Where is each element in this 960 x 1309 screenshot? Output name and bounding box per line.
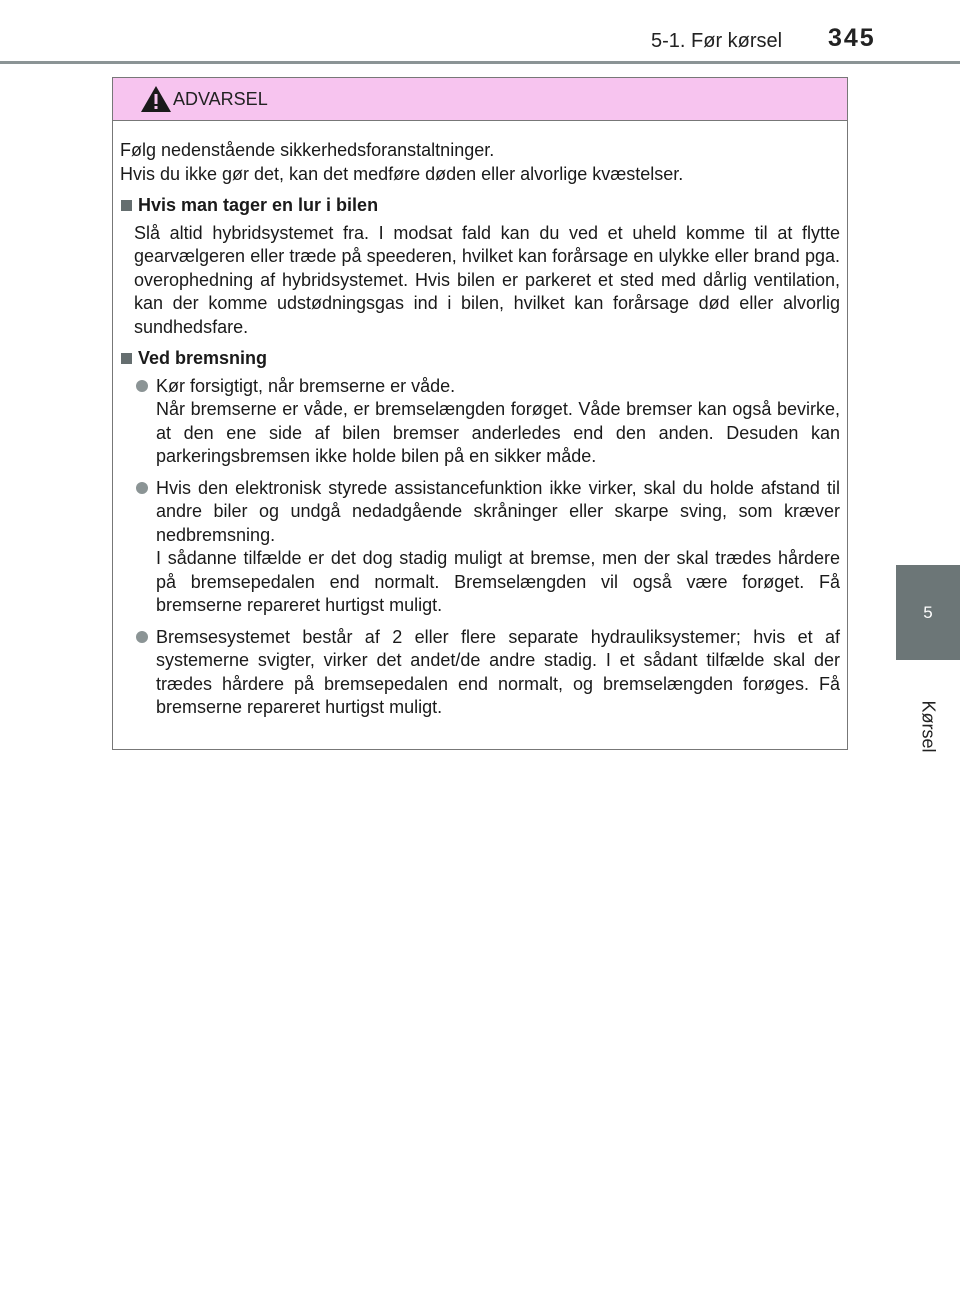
- chapter-tab-number: 5: [896, 565, 960, 660]
- section-nap: [120, 194, 840, 339]
- bullet-paragraph: Når bremserne er våde, er bremselængden forøget. Våde bremser kan også bevirke, at den ene side af bilen bremser anderledes end den anden. Desuden kan parkeringsbremsen ikke holde bilen på en sikker måde.: [156, 399, 840, 466]
- list-item: [120, 375, 840, 469]
- warning-body: [113, 121, 847, 720]
- section-heading-text: Hvis man tager en lur i bilen: [138, 195, 379, 215]
- header-section-title: 5-1. Før kørsel: [651, 30, 783, 52]
- intro-line: Hvis du ikke gør det, kan det medføre døden eller alvorlige kvæstelser.: [120, 163, 684, 184]
- warning-box: [112, 77, 848, 750]
- chapter-tab-label: [896, 666, 960, 786]
- circle-bullet-icon: [136, 482, 148, 494]
- section-heading: [120, 194, 840, 218]
- page-number: 345: [828, 24, 876, 52]
- square-bullet-icon: [121, 353, 132, 364]
- chapter-tab-title: Kørsel: [918, 699, 939, 753]
- bullet-paragraph: Hvis den elektronisk styrede assistancefunktion ikke virker, skal du holde afstand til andre biler og undgå nedadgående skråninger eller skarpe sving, som kræver nedbremsning.: [156, 477, 840, 545]
- section-heading: [120, 347, 840, 371]
- section-heading-text: Ved bremsning: [138, 348, 268, 368]
- warning-intro: [120, 139, 840, 186]
- square-bullet-icon: [121, 200, 132, 211]
- warning-header: [113, 78, 847, 121]
- header-rule: [0, 61, 960, 64]
- warning-title: ADVARSEL: [173, 89, 268, 109]
- section-braking: [120, 347, 840, 720]
- list-item: [120, 477, 840, 618]
- list-item: [120, 626, 840, 720]
- bullet-paragraph: Kør forsigtigt, når bremserne er våde.: [156, 375, 456, 396]
- bullet-paragraph: I sådanne tilfælde er det dog stadig muligt at bremse, men der skal trædes hårdere på bremsepedalen end normalt. Bremselængden vil også være forøget. Få bremserne repareret hurtigst muligt.: [156, 548, 840, 615]
- bullet-list: [120, 375, 840, 720]
- circle-bullet-icon: [136, 380, 148, 392]
- bullet-paragraph: Bremsesystemet består af 2 eller flere separate hydrauliksystemer; hvis et af systemerne svigter, virker det andet/de andre stadig. I et sådant tilfælde skal der trædes hårdere på bremsepedalen end normalt, og bremselængden forøges. Få bremserne repareret hurtigst muligt.: [156, 626, 840, 717]
- warning-triangle-icon: [140, 85, 172, 113]
- section-text: Slå altid hybridsystemet fra. I modsat fald kan du ved et uheld komme til at flytte gearvælgeren eller træde på speederen, hvilket kan forårsage en ulykke eller brand pga. overophedning af hybridsystemet. Hvis bilen er parkeret et sted med dårlig ventilation, kan der komme udstødningsgas ind i bilen, hvilket kan forårsage død eller alvorlig sundhedsfare.: [134, 222, 840, 337]
- circle-bullet-icon: [136, 631, 148, 643]
- intro-line: Følg nedenstående sikkerhedsforanstaltninger.: [120, 140, 495, 160]
